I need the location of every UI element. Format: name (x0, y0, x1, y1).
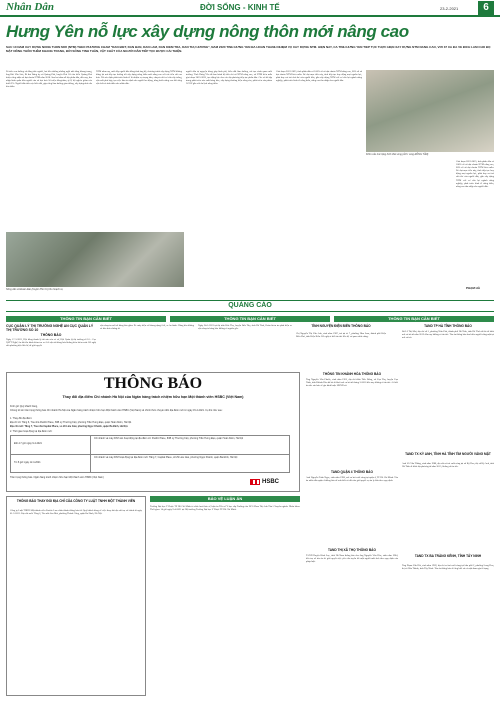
mid-notice-1-text: Ông Nguyễn Văn Phước, sinh năm 1965, địa chỉ thôn Tiến Đông, xã Vạn Thọ, huyện Vạn Ninh, tỉnh Khánh Hòa đã bỏ đi khỏi nơi cư trú từ tháng 3-2016 đến nay không rõ tin tức. Ai biết tin tức xin báo về gia đình hoặc UBND xã. (306, 378, 398, 388)
thesis-notice-text: Trường Đại học Y Dược TP Hồ Chí Minh tổ chức buổi bảo vệ luận án Tiến sĩ Y học cấp Trường cho NCS Phan Thị Anh Thư. Chuyên ngành: Nhãn khoa. Thời gian: 14 giờ ngày 9-4-2021 tại Hội trường Trường Đại học Y Dược TP Hồ Chí Minh. (150, 505, 300, 512)
table-row-1-label: Đến 17 giờ ngày 9-4-2021 (14, 442, 42, 445)
notice-2-text: vận chuyển mới số hàng hóa gồm: Xe máy điện có khung dạng ô tô, xe ba bánh. Hàng hóa không có hóa đơn chứng từ. (100, 324, 194, 331)
table-row-2-value: Chi nhánh và máy ATM hoạt động tại địa điểm mới: Tầng 7, Capital Place, số 29 Liễu Giai, phường Ngọc Khánh, quận Ba Đình, Hà Nội (94, 456, 238, 459)
hsbc-old-address: Địa chỉ cũ: Tầng 6, Tòa nhà Pacific Place, 83B Lý Thường Kiệt, phường Trần Hưng Đạo, quận Hoàn Kiếm, Hà Nội. (10, 421, 132, 424)
mid-notice-1-title: THÔNG TIN KHÁNH HÒA THÔNG BÁO (322, 372, 382, 376)
section-title: ĐỜI SỐNG - KINH TẾ (200, 3, 280, 12)
article-column-6: Giai đoạn 2021-2025, tỉnh phấn đấu có 100% số xã đạt chuẩn NTM nâng cao, 60% số xã đạt chuẩn NTM kiểu mẫu. Để đạt mục tiêu này, tỉnh tiếp tục huy động mọi nguồn lực, phát huy vai trò chủ thể của người dân, gắn xây dựng NTM với cơ cấu lại ngành nông nghiệp, phát triển kinh tế nông thôn, nâng cao thu nhập cho người dân. (456, 160, 494, 188)
info-band-right: THÔNG TIN BẠN CẦN BIẾT (334, 316, 494, 322)
hsbc-notice-body: Chúng tôi xin trân trọng thông báo Chi nhánh Hà Nội của Ngân hàng trách nhiệm hữu hạn Một thành viên HSBC (Việt Nam) sẽ chính thức chuyển đến địa điểm mới từ ngày 15-4-2021. Cụ thể như sau: (10, 409, 223, 412)
article-photo-harvest (6, 232, 184, 287)
law-firm-notice-text: Công ty Luật TNHH Một thành viên Pacific Law chân thành thông báo tới Quý khách hàng về việc thay đổi địa chỉ trụ sở chính từ ngày 01-3-2021. Địa chỉ mới: Tầng 6, Tòa nhà Sao Mai, phường Thành Công, quận Ba Đình, Hà Nội. (10, 509, 142, 516)
hsbc-notice-subtitle: Thay đổi địa điểm Chi nhánh Hà Nội của Ngân hàng trách nhiệm hữu hạn Một thành viên HSBC (Việt Nam) (62, 395, 244, 399)
notice-4-text: Chị Nguyễn Thị Vân Anh, sinh năm 1987, trú tại tổ 7, phường Him Lam, thành phố Điện Biên Phủ, tỉnh Điện Biên. Đề nghị ai biết tin tức liên hệ cơ quan chức năng. (296, 332, 386, 339)
article-column-4: Giai đoạn 2021-2025, tỉnh phấn đấu có 100% số xã đạt chuẩn NTM nâng cao, 60% số xã đạt chuẩn NTM kiểu mẫu. Để đạt mục tiêu này, tỉnh tiếp tục huy động mọi nguồn lực, phát huy vai trò chủ thể của người dân, gắn xây dựng NTM với cơ cấu lại ngành nông nghiệp, phát triển kinh tế nông thôn, nâng cao thu nhập cho người dân. (276, 70, 362, 83)
ads-section-title: QUẢNG CÁO (6, 300, 494, 312)
hsbc-logo (250, 476, 294, 488)
info-band-left: THÔNG TIN BẠN CẦN BIẾT (6, 316, 166, 322)
right-notice-2-text: Anh Võ Văn Thắng, sinh năm 1988, địa chỉ cư trú cuối cùng tại xã Kỳ Hoa, thị xã Kỳ Anh, tỉnh Hà Tĩnh đi khỏi địa phương từ năm 2015, không rõ tin tức. (402, 462, 494, 469)
article-author: PHẠM HÀ (466, 286, 480, 290)
hsbc-notice-greeting: Kính gửi Quý khách hàng, (10, 405, 38, 408)
right-notice-3-title: TAND TX BA TRÀNG KÊNH, TỈNH TÂY NINH (414, 554, 482, 558)
newspaper-logo: Nhân Dân (6, 1, 54, 13)
notice-3-text: Ngày 24-1-2021 tại thị trấn Đức Thọ, huyện Đức Thọ, tỉnh Hà Tĩnh, Đoàn kiểm tra phát hiện xe vận chuyển hàng hóa không rõ nguồn gốc. (198, 324, 292, 331)
law-firm-notice-title: THÔNG BÁO THAY ĐỔI ĐỊA CHỈ CỦA CÔNG TY LUẬT TNHH MỘT THÀNH VIÊN (16, 499, 136, 503)
notice-4-title: TÌNH NGUYỆN ĐIỆN BIÊN THÔNG BÁO (311, 324, 371, 328)
photo-caption-1: Nông dân xã Đoàn Đào (huyện Phù Cừ) thu hoạch vụ (6, 288, 63, 291)
hsbc-hexagon-icon (250, 479, 260, 485)
table-row-1-value: Chi nhánh và máy ATM vẫn hoạt động tại địa điểm cũ: Pacific Place, 83B Lý Thường Kiệt, phường Trần Hưng Đạo, quận Hoàn Kiếm, Hà Nội (94, 437, 244, 440)
mid-notice-2-text: Anh Nguyễn Tuấn Ngọc, sinh năm 1990, nơi cư trú cuối cùng tại quận 4, TP Hồ Chí Minh. Tòa án nhân dân quận 4 thông báo để anh biết và đến tòa giải quyết vụ án ly hôn theo quy định. (306, 476, 398, 483)
article-photo-village (366, 70, 494, 152)
right-notice-3-text: Ông Phạm Văn Hải, sinh năm 1969, địa chỉ cư trú cuối cùng tại khu phố 2, phường Long Hoa, thị xã Hòa Thành, tỉnh Tây Ninh. Tòa án thông báo để ông biết và có mặt tham gia tố tụng. (402, 564, 494, 571)
mid-notice-2-title: TAND QUẬN 4 THÔNG BÁO (331, 470, 373, 474)
hsbc-notice-title: THÔNG BÁO (103, 375, 203, 392)
article-column-2: NTM năm nay, mới đây người dân đồng tình ủng hộ, chương trình xây dựng NTM không dừng lại mà tiếp tục hướng tới xây dựng nông thôn mới nâng cao với các tiêu chí cao hơn. Xã xác định phát triển kinh tế là nhiệm vụ trọng tâm, chuyển đổi cơ cấu cây trồng, vật nuôi phù hợp, tạo việc làm ổn định cho người lao động, từng bước nâng cao đời sống vật chất và tinh thần cho nhân dân. (96, 70, 182, 86)
article-column-3: người dân tự nguyện đóng góp kinh phí, hiến đất làm đường, cải tạo cảnh quan môi trường. Tỉnh Hưng Yên đã ban hành bộ tiêu chí xã NTM nâng cao, xã NTM kiểu mẫu giai đoạn 2021-2025, tạo động lực cho các địa phương tiếp tục phấn đấu. Các xã đã tập trung phát triển sản xuất hàng hóa, xây dựng thương hiệu nông sản, phát triển sản phẩm OCOP gắn với du lịch nông thôn. (186, 70, 272, 86)
photo-caption-2: Khôn cấu trúc tặng hình thái vùng (Ảnh: vùng ĐỒNG TÂM) (366, 153, 429, 156)
mid-notice-3-title: TAND THỊ XÃ THỌ THÔNG BÁO (328, 548, 376, 552)
right-notice-2-title: TAND TX KỲ ANH, TỈNH HÀ TĨNH TÌM NGƯỜI VẮNG MẶT (405, 452, 491, 456)
issue-date: 23-2-2021 (440, 6, 459, 11)
hsbc-new-address: Địa chỉ mới: Tầng 7, Tòa nhà Capital Place, số 29 Liễu Giai, phường Ngọc Khánh, quận Ba Đình, Hà Nội. (10, 425, 129, 428)
article-column-1: Đi trên con đường xã đông đúc người, hai bên đường những ngôi nhà tầng khang trang, ông Bùi Văn Sơn, Bí thư Đảng ủy xã Quảng Phú, huyện Phù Cừ cho biết: Quảng Phú được công nhận xã đạt chuẩn NTM năm 2018. Sau hai năm nỗ lực phấn đấu, đến nay, thu nhập bình quân đầu người của xã đạt hơn 50 triệu đồng/năm, tỷ lệ hộ nghèo giảm còn dưới 2%. Người dân tích cực hiến đất, góp công làm đường giao thông, xây dựng nhà văn hóa thôn. (6, 70, 92, 89)
hsbc-wordmark: HSBC (262, 479, 280, 485)
right-notice-1-title: TAND TP HÀ TĨNH THÔNG BÁO (424, 324, 472, 328)
hsbc-notice-closing: Trân trọng thông báo. Ngân hàng trách nhiệm hữu hạn Một thành viên HSBC (Việt Nam) (10, 476, 104, 479)
hsbc-notice-point-1: 1. Thay đổi địa điểm: (10, 417, 33, 420)
article-headline: Hưng Yên nỗ lực xây dựng nông thôn mới nâng cao (6, 22, 409, 41)
info-band-mid: THÔNG TIN BẠN CẦN BIẾT (170, 316, 330, 322)
notice-1-text: Ngày 17-3-2021, Hội đồng thanh lý tài sản của cơ sở, Đội Quản lý thị trường số 10 - Cục QLTT Nghệ An đã tiến hành kiểm tra xe ô tô vận tải hàng hóa không biển kiểm soát. Đề nghị chủ phương tiện liên hệ để giải quyết. (6, 338, 96, 348)
hsbc-notice-point-2: 2. Thời gian hoạt động tại địa điểm mới: (10, 430, 53, 433)
table-row-2-label: Từ 8 giờ ngày 12-4-2021 (14, 461, 41, 464)
thesis-band: BẢO VỆ LUẬN ÁN (150, 496, 300, 502)
article-sapo: SAU 10 NĂM XÂY DỰNG NÔNG THÔN MỚI (NTM) THEO PHƯƠNG CHÂM "DÂN BIẾT, DÂN BÀN, DÂN LÀM, DÂN KIỂM TRA, DÂN THỤ HƯỞNG", NĂM 2020 TỈNH HƯNG YÊN ĐÃ HOÀN THÀNH NHIỆM VỤ XÂY DỰNG NTM. HIỆN NAY, CẢ TỈNH HƯNG YÊN TIẾP TỤC THỰC HIỆN XÂY DỰNG NTM NÂNG CAO, VỚI 37 XÃ ĐÃ VỀ ĐÍCH LÀM CHO BỘ MẶT NÔNG THÔN THÊM KHANG TRANG, ĐỜI SỐNG TINH THẦN, VẬT CHẤT CỦA NGƯỜI DÂN TIẾP TỤC ĐƯỢC CẢI THIỆN. (6, 46, 491, 53)
notice-1-title: CỤC QUẢN LÝ THỊ TRƯỜNG NGHỆ AN CỤC QUẢN LÝ THỊ TRƯỜNG SỐ 10 (6, 324, 94, 332)
mid-notice-3-text: TAND Huyện Bình Lục, tỉnh Hà Nam thông báo cho ông Nguyễn Văn Hòa, sinh năm 1984, đến trụ sở tòa án để giải quyết việc yêu cầu tuyên bố một người mất tích theo quy định của pháp luật. (306, 554, 398, 564)
notice-1-subtitle: THÔNG BÁO (40, 333, 62, 337)
table-divider-h (10, 454, 290, 455)
page-number: 6 (478, 1, 494, 15)
right-notice-1-text: Bà Lê Thị Mai, địa chỉ số 5, phường Trần Phú, thành phố Hà Tĩnh, tỉnh Hà Tĩnh đã bỏ đi khỏi nơi cư trú từ năm 2012 đến nay không có tin tức. Tòa án thông báo tìm kiếm người vắng mặt tại nơi cư trú. (402, 330, 494, 340)
